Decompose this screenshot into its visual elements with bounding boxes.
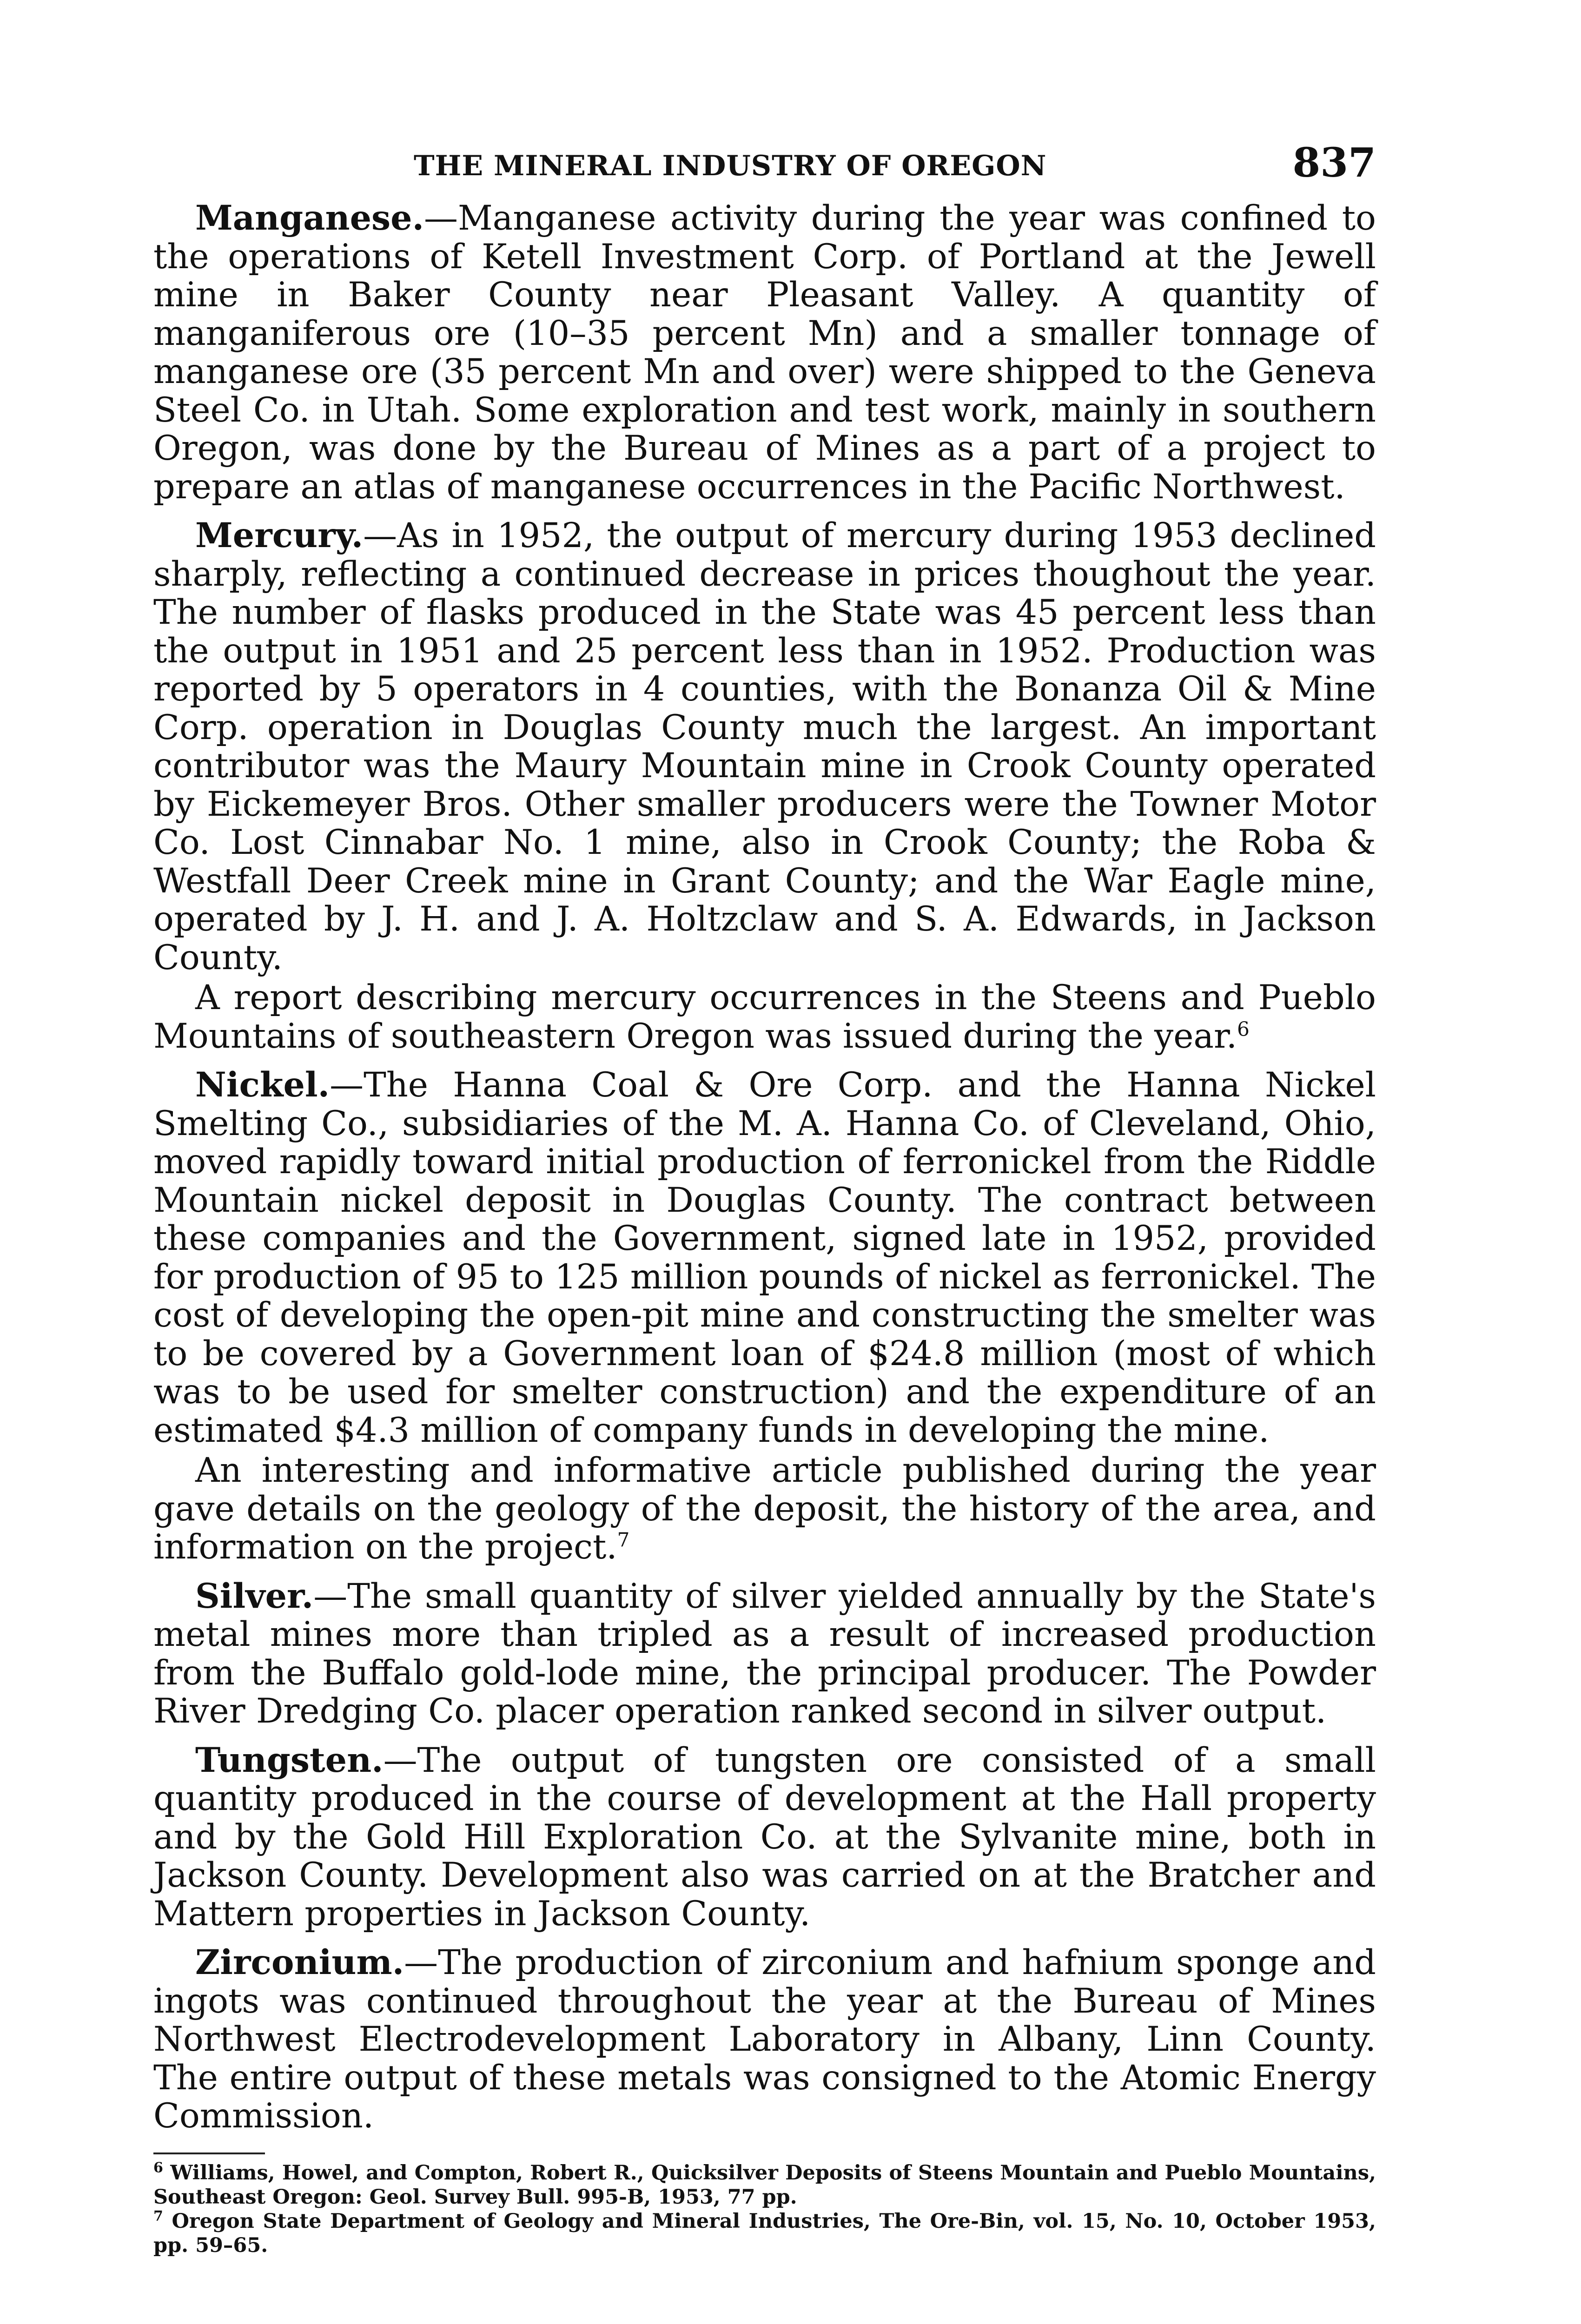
footnote-text: Oregon State Department of Geology and Mineral Industries, The Ore-Bin, vol. 15, No. 10, October 1953, pp. 59–65. <box>153 2209 1376 2257</box>
nickel-followup-text: An interesting and informative article published during the year gave details on the geology of the deposit, the history of the area, and information on the project. <box>153 1451 1376 1567</box>
nickel-heading: Nickel. <box>195 1065 330 1105</box>
mercury-heading: Mercury. <box>195 515 364 555</box>
tungsten-paragraph <box>153 1741 1376 1934</box>
footnote <box>153 2161 1376 2209</box>
zirconium-text: —The production of zirconium and hafnium sponge and ingots was continued throughout the year at the Bureau of Mines Northwest Electrodevelopment Laboratory in Albany, Linn County. The entire output of these metals was consigned to the Atomic Energy Commission. <box>153 1943 1376 2136</box>
tungsten-heading: Tungsten. <box>195 1740 384 1780</box>
document-page <box>153 139 1376 2258</box>
tungsten-text: —The output of tungsten ore consisted of a small quantity produced in the course of development at the Hall property and by the Gold Hill Exploration Co. at the Sylvanite mine, both in Jackson County. Development also was carried on at the Bratcher and Mattern properties in Jackson County. <box>153 1740 1376 1934</box>
mercury-text: —As in 1952, the output of mercury during 1953 declined sharply, reflecting a continued decrease in prices thoughout the year. The number of flasks produced in the State was 45 percent less than the output in 1951 and 25 percent less than in 1952. Production was reported by 5 operators in 4 counties, with the Bonanza Oil & Mine Corp. operation in Douglas County much the largest. An important contributor was the Maury Mountain mine in Crook County operated by Eickemeyer Bros. Other smaller producers were the Towner Motor Co. Lost Cinnabar No. 1 mine, also in Crook County; the Roba & Westfall Deer Creek mine in Grant County; and the War Eagle mine, operated by J. H. and J. A. Holtzclaw and S. A. Edwards, in Jackson County. <box>153 516 1376 977</box>
mercury-paragraph <box>153 516 1376 977</box>
footnote-marker: 7 <box>153 2208 163 2225</box>
running-head <box>153 139 1376 195</box>
mercury-followup-text: A report describing mercury occurrences in the Steens and Pueblo Mountains of southeastern Oregon was issued during the year. <box>153 978 1376 1056</box>
footnote-marker: 6 <box>153 2159 163 2176</box>
zirconium-heading: Zirconium. <box>195 1942 404 1982</box>
silver-heading: Silver. <box>195 1576 314 1616</box>
mercury-followup-paragraph <box>153 979 1376 1056</box>
footnote <box>153 2209 1376 2258</box>
running-title: THE MINERAL INDUSTRY OF OREGON <box>414 150 1047 182</box>
zirconium-paragraph <box>153 1943 1376 2136</box>
nickel-paragraph <box>153 1066 1376 1450</box>
manganese-text: —Manganese activity during the year was confined to the operations of Ketell Investment Corp. of Portland at the Jewell mine in Baker County near Pleasant Valley. A quantity of manganiferous ore (10–35 percent Mn) and a smaller tonnage of manganese ore (35 percent Mn and over) were shipped to the Geneva Steel Co. in Utah. Some exploration and test work, mainly in southern Oregon, was done by the Bureau of Mines as a part of a project to prepare an atlas of manganese occurrences in the Pacific Northwest. <box>153 198 1376 507</box>
silver-paragraph <box>153 1577 1376 1731</box>
manganese-paragraph <box>153 199 1376 506</box>
body-text <box>153 199 1376 2136</box>
page-number: 837 <box>1292 139 1376 186</box>
footnote-ref-7[interactable]: 7 <box>617 1528 630 1552</box>
footnotes <box>153 2161 1376 2258</box>
manganese-heading: Manganese. <box>195 198 424 238</box>
footnote-divider <box>153 2152 265 2154</box>
footnote-text: Williams, Howel, and Compton, Robert R., Quicksilver Deposits of Steens Mountain and Pueblo Mountains, Southeast Oregon: Geol. Survey Bull. 995-B, 1953, 77 pp. <box>153 2161 1376 2209</box>
footnote-ref-6[interactable]: 6 <box>1237 1017 1250 1041</box>
nickel-followup-paragraph <box>153 1452 1376 1567</box>
silver-text: —The small quantity of silver yielded annually by the State's metal mines more than tripled as a result of increased production from the Buffalo gold-lode mine, the principal producer. The Powder River Dredging Co. placer operation ranked second in silver output. <box>153 1576 1376 1731</box>
nickel-text: —The Hanna Coal & Ore Corp. and the Hanna Nickel Smelting Co., subsidiaries of the M. A. Hanna Co. of Cleveland, Ohio, moved rapidly toward initial production of ferronickel from the Riddle Mountain nickel deposit in Douglas County. The contract between these companies and the Government, signed late in 1952, provided for production of 95 to 125 million pounds of nickel as ferronickel. The cost of developing the open-pit mine and constructing the smelter was to be covered by a Government loan of $24.8 million (most of which was to be used for smelter construction) and the expenditure of an estimated $4.3 million of company funds in developing the mine. <box>153 1065 1376 1450</box>
